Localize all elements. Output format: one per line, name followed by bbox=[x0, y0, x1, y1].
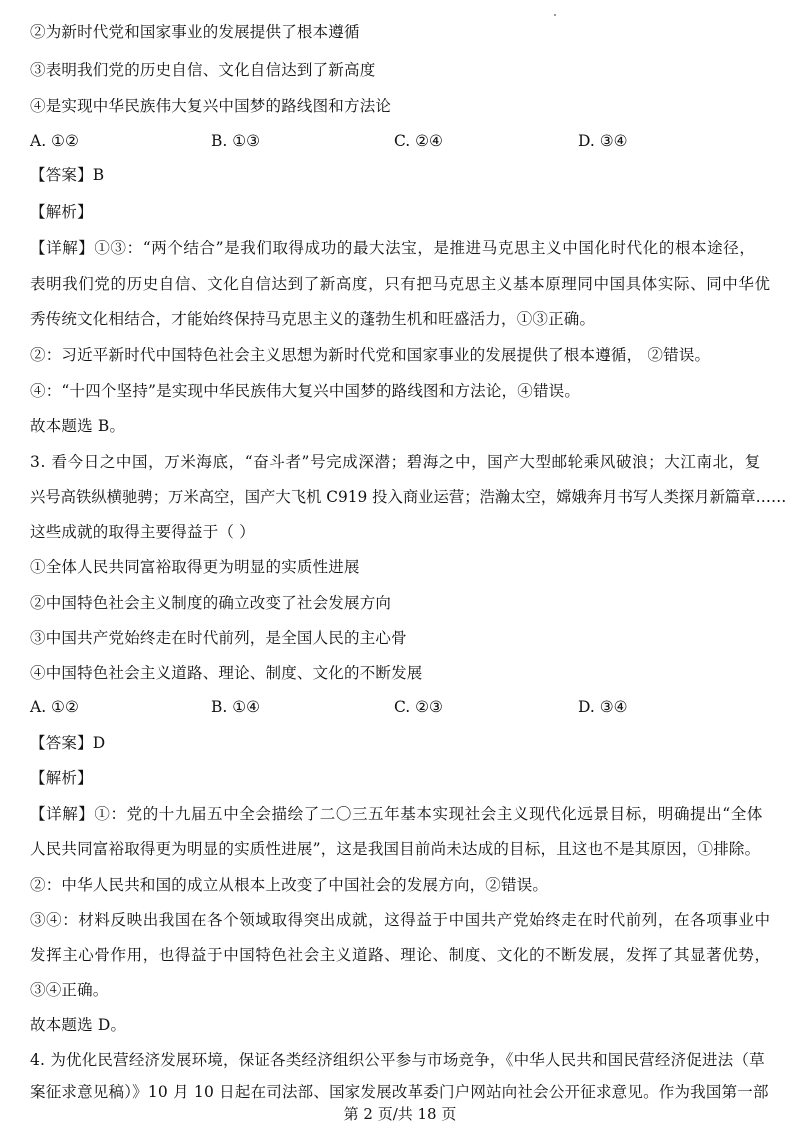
q3-stem-line: 兴号高铁纵横驰骋；万米高空，国产大飞机 C919 投入商业运营；浩瀚太空，嫦娥奔月书写人类探月新篇章…… bbox=[30, 488, 787, 506]
scan-dot bbox=[554, 14, 556, 16]
q2-choice-c: C. ②④ bbox=[394, 132, 443, 150]
q3-detail-line: ②：中华人民共和国的成立从根本上改变了中国社会的发展方向，②错误。 bbox=[30, 876, 549, 894]
q3-analysis-label: 【解析】 bbox=[30, 769, 93, 787]
q3-option-1: ①全体人民共同富裕取得更为明显的实质性进展 bbox=[30, 558, 360, 576]
q3-detail-line: 人民共同富裕取得更为明显的实质性进展”，这是我国目前尚未达成的目标，且这也不是其原因，①排除。 bbox=[30, 840, 761, 858]
q3-option-3: ③中国共产党始终走在时代前列，是全国人民的主心骨 bbox=[30, 629, 407, 647]
q2-detail-line: 表明我们党的历史自信、文化自信达到了新高度，只有把马克思主义基本原理同中国具体实际、同中华优 bbox=[30, 275, 771, 293]
page-footer: 第 2 页/共 18 页 bbox=[343, 1105, 457, 1123]
q3-choice-a: A. ①② bbox=[30, 698, 79, 716]
q3-detail-line: ③④：材料反映出我国在各个领域取得突出成就，这得益于中国共产党始终走在时代前列，在各项事业中 bbox=[30, 911, 771, 929]
q2-detail-line: 【详解】①③：“两个结合”是我们取得成功的最大法宝，是推进马克思主义中国化时代化的根本途径， bbox=[30, 239, 756, 257]
q2-choice-d: D. ③④ bbox=[578, 132, 628, 150]
q2-analysis-label: 【解析】 bbox=[30, 203, 93, 221]
q2-option-4: ④是实现中华民族伟大复兴中国梦的路线图和方法论 bbox=[30, 97, 392, 115]
q3-conclusion: 故本题选 D。 bbox=[30, 1016, 127, 1034]
q2-detail-line: ②：习近平新时代中国特色社会主义思想为新时代党和国家事业的发展提供了根本遵循， ②错误。 bbox=[30, 346, 711, 364]
q4-stem-line: 4. 为优化民营经济发展环境，保证各类经济组织公平参与市场竞争，《中华人民共和国民营经济促进法（草 bbox=[30, 1051, 765, 1069]
q3-detail-line: 【详解】①：党的十九届五中全会描绘了二〇三五年基本实现社会主义现代化远景目标，明确提出“全体 bbox=[30, 805, 764, 823]
q3-answer: 【答案】D bbox=[30, 734, 106, 752]
q2-detail-line: ④：“十四个坚持”是实现中华民族伟大复兴中国梦的路线图和方法论，④错误。 bbox=[30, 382, 581, 400]
q3-choice-b: B. ①④ bbox=[211, 698, 261, 716]
q2-detail-line: 秀传统文化相结合，才能始终保持马克思主义的蓬勃生机和旺盛活力，①③正确。 bbox=[30, 310, 596, 328]
q2-option-3: ③表明我们党的历史自信、文化自信达到了新高度 bbox=[30, 61, 376, 79]
q3-choice-d: D. ③④ bbox=[578, 698, 628, 716]
q3-option-4: ④中国特色社会主义道路、理论、制度、文化的不断发展 bbox=[30, 664, 423, 682]
q2-option-2: ②为新时代党和国家事业的发展提供了根本遵循 bbox=[30, 23, 360, 41]
q3-option-2: ②中国特色社会主义制度的确立改变了社会发展方向 bbox=[30, 594, 392, 612]
q2-conclusion: 故本题选 B。 bbox=[30, 417, 126, 435]
q2-answer: 【答案】B bbox=[30, 166, 105, 184]
q3-choice-c: C. ②③ bbox=[394, 698, 443, 716]
q2-choice-a: A. ①② bbox=[30, 132, 79, 150]
q3-detail-line: ③④正确。 bbox=[30, 981, 109, 999]
q2-choice-b: B. ①③ bbox=[211, 132, 261, 150]
q4-stem-line: 案征求意见稿）》10 月 10 日起在司法部、国家发展改革委门户网站向社会公开征求意见。作为我国第一部 bbox=[30, 1083, 769, 1101]
q3-stem-line: 这些成就的取得主要得益于（ ） bbox=[30, 523, 255, 541]
q3-stem-line: 3. 看今日之中国，万米海底，“奋斗者”号完成深潜；碧海之中，国产大型邮轮乘风破浪；大江南北，复 bbox=[30, 453, 761, 471]
q3-detail-line: 发挥主心骨作用，也得益于中国特色社会主义道路、理论、制度、文化的不断发展，发挥了其显著优势， bbox=[30, 946, 771, 964]
